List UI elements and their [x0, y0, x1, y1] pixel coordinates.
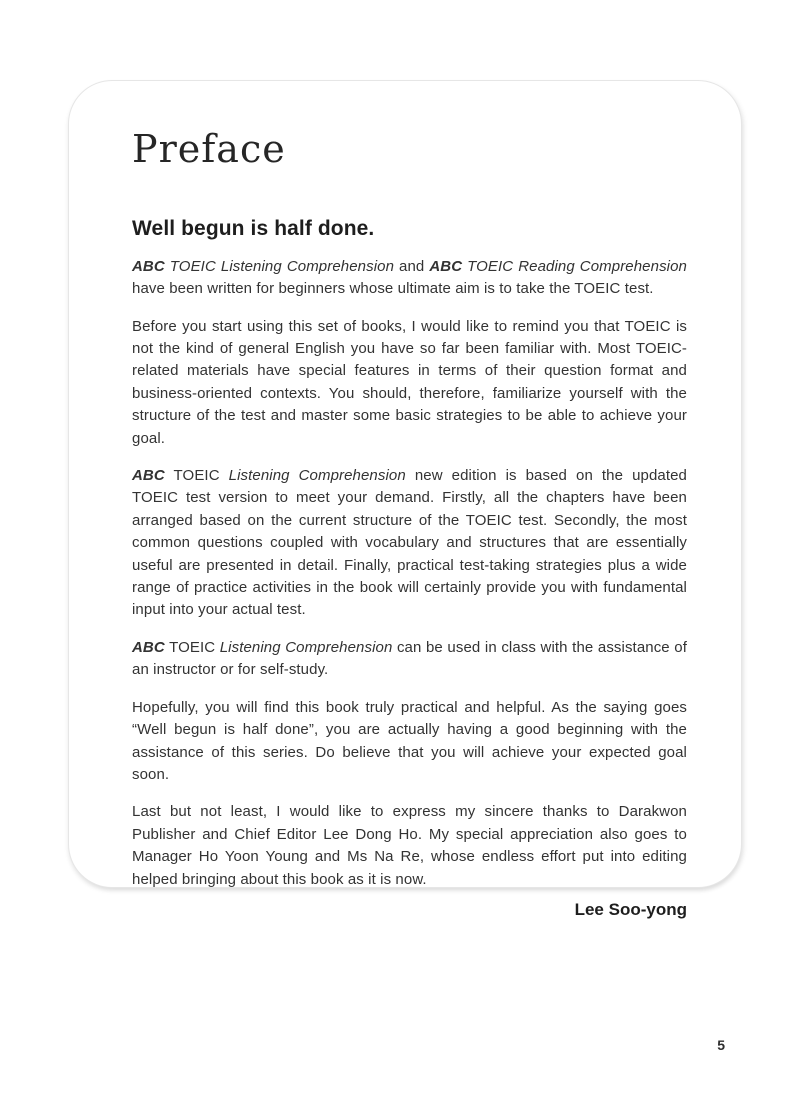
text-segment: Hopefully, you will find this book truly practical and helpful. As the saying goes “Well begun is half done”, you are actually having a good beginning with the assistance of this series. Do believe that you will achieve your expected goal soon. — [132, 698, 687, 783]
text-segment: have been written for beginners whose ultimate aim is to take the TOEIC test. — [132, 280, 654, 298]
text-segment: Last but not least, I would like to express my sincere thanks to Darakwon Publisher and Chief Editor Lee Dong Ho. My special appreciation also goes to Manager Ho Yoon Young and Ms Na Re, whose endless effort put into editing helped bringing about this book as it is now. — [132, 803, 687, 888]
paragraph — [132, 697, 687, 787]
preface-paragraphs — [132, 256, 687, 891]
text-segment: ABC — [132, 257, 165, 275]
paragraph — [132, 256, 687, 301]
text-segment: TOEIC Listening Comprehension — [164, 257, 395, 275]
text-segment: Listening Comprehension — [228, 467, 406, 485]
text-segment: can be used in class with the assistance of an instructor or for self-study. — [132, 638, 688, 679]
page-number: 5 — [717, 1037, 725, 1053]
text-segment: ABC — [132, 638, 165, 656]
section-heading: Well begun is half done. — [132, 216, 375, 240]
text-segment: TOEIC — [164, 467, 229, 485]
text-segment: new edition is based on the updated TOEIC test version to meet your demand. Firstly, all the chapters have been arranged based on the current structure of the TOEIC test. Secondly, the most common questions coupled with vocabulary and structures that are essentially useful are presented in detail. Finally, practical test-taking strategies plus a wide range of practice activities in the book will certainly provide you with fundamental input into your actual test. — [132, 467, 687, 619]
author-signature: Lee Soo-yong — [574, 899, 687, 919]
text-segment: and — [394, 257, 430, 275]
paragraph — [132, 637, 687, 682]
text-segment: ABC — [429, 257, 463, 275]
text-segment: TOEIC — [164, 638, 220, 656]
book-page — [68, 80, 742, 919]
page-title: Preface — [132, 127, 286, 171]
text-segment: Listening Comprehension — [219, 638, 393, 656]
text-segment: ABC — [132, 467, 165, 485]
paragraph — [132, 316, 687, 450]
paragraph — [132, 801, 687, 891]
text-segment: TOEIC Reading Comprehension — [462, 257, 687, 275]
text-segment: Before you start using this set of books, I would like to remind you that TOEIC is not the kind of general English you have so far been familiar with. Most TOEIC-related materials have special features in terms of their question format and business-oriented contexts. You should, therefore, familiarize yourself with the structure of the test and master some basic strategies to be able to achieve your goal. — [132, 317, 687, 447]
paragraph — [132, 465, 687, 622]
